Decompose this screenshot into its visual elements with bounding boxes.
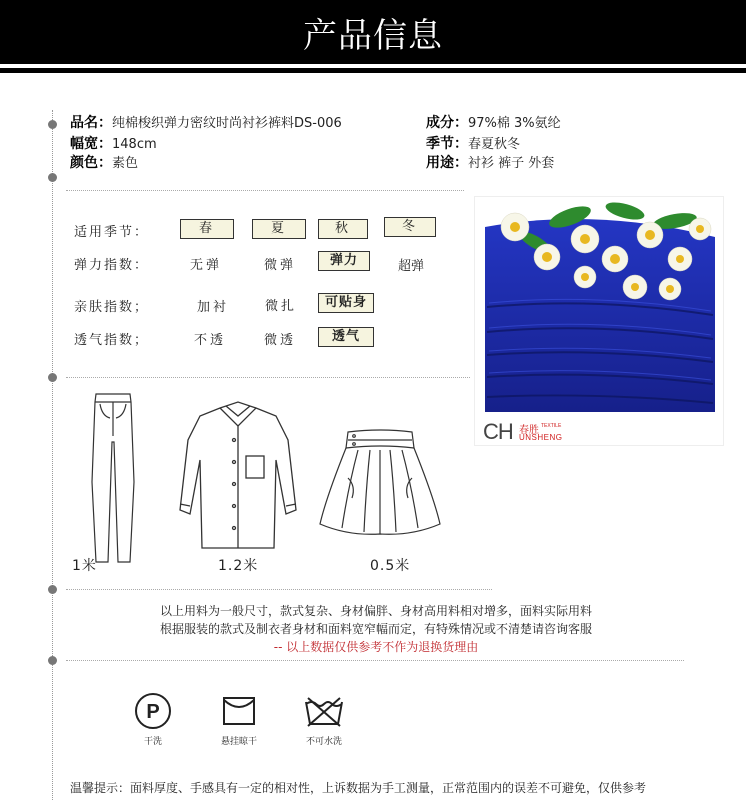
svg-text:P: P: [146, 701, 160, 723]
elasticity-option-super: 超弹: [397, 259, 424, 274]
season-option-winter: 冬: [384, 217, 436, 237]
brand-logo-textile: TEXTILE: [541, 423, 562, 429]
shirt-icon: [176, 400, 300, 550]
product-name-label: 品名: [70, 115, 98, 131]
product-name: 品名：纯棉梭织弹力密纹时尚衬衫裤料DS-006: [70, 115, 342, 131]
no-wash-icon: [304, 696, 344, 728]
brand-logo-main: CH: [483, 419, 513, 444]
breath-label: 透气指数；: [74, 333, 150, 348]
product-usage-label: 用途: [426, 155, 454, 171]
skirt-amount: 0.5米: [370, 558, 411, 574]
elasticity-option-slight: 微弹: [263, 258, 296, 273]
section-divider: [66, 190, 464, 191]
product-color: 颜色：素色: [70, 155, 139, 171]
season-option-summer: 夏: [252, 219, 306, 239]
product-season-value: 春夏秋冬: [468, 137, 521, 152]
product-season-label: 季节: [426, 136, 454, 152]
product-composition-label: 成分: [426, 115, 454, 131]
pants-icon: [90, 392, 136, 564]
product-color-label: 颜色: [70, 155, 98, 171]
product-usage: 用途：衬衫 裤子 外套: [426, 155, 555, 171]
breath-option-none: 不透: [193, 333, 226, 348]
season-option-spring: 春: [180, 219, 234, 239]
timeline-dot: [48, 173, 57, 182]
usage-note-line1: 以上用料为一般尺寸，款式复杂、身材偏胖、身材高用料相对增多，面料实际用料: [159, 604, 592, 618]
skin-option-wearable: 可贴身: [318, 293, 374, 313]
timeline-dot: [48, 656, 57, 665]
section-divider: [66, 377, 470, 378]
product-width-label: 幅宽: [70, 136, 98, 152]
fabric-illustration: [475, 197, 724, 446]
season-option-autumn: 秋: [318, 219, 368, 239]
hang-dry-icon: [222, 696, 256, 726]
breath-option-breathable: 透气: [318, 327, 374, 347]
usage-note-line2: 根据服装的款式及制衣者身材和面料宽窄幅而定，有特殊情况或不清楚请咨询客服: [159, 622, 592, 636]
fabric-photo: [474, 196, 724, 446]
hang-dry-label: 悬挂晾干: [220, 737, 257, 747]
elasticity-option-none: 无弹: [189, 258, 222, 273]
brand-logo: [483, 419, 563, 445]
product-season: 季节：春夏秋冬: [426, 136, 521, 152]
timeline-dot: [48, 120, 57, 129]
elasticity-option-elastic: 弹力: [318, 251, 370, 271]
no-wash-label: 不可水洗: [305, 737, 342, 747]
brand-logo-sub: UNSHENG: [519, 433, 563, 442]
skin-option-lined: 加衬: [196, 300, 229, 315]
dry-clean-p-icon: [134, 692, 172, 730]
elasticity-label: 弹力指数：: [74, 258, 150, 273]
page-title: 产品信息: [303, 16, 443, 56]
section-divider: [66, 589, 492, 590]
timeline-line: [52, 110, 53, 800]
header-bar: [0, 0, 746, 64]
pants-amount: 1米: [72, 558, 97, 574]
skin-option-slight-itch: 微扎: [264, 299, 297, 314]
timeline-dot: [48, 373, 57, 382]
product-width-value: 148cm: [112, 137, 157, 152]
product-name-value: 纯棉梭织弹力密纹时尚衬衫裤料DS-006: [112, 116, 342, 131]
season-label: 适用季节：: [74, 225, 150, 240]
section-divider: [66, 660, 684, 661]
shirt-amount: 1.2米: [218, 558, 259, 574]
timeline-dot: [48, 585, 57, 594]
product-color-value: 素色: [112, 156, 139, 171]
footer-tip: 温馨提示：面料厚度、手感具有一定的相对性，上诉数据为手工测量，正常范围内的误差不可避免，仅供参考: [70, 781, 647, 795]
skin-label: 亲肤指数；: [74, 300, 150, 315]
brand-logo-cn: 春胜: [519, 425, 539, 436]
breath-option-slight: 微透: [263, 333, 296, 348]
header-underline: [0, 68, 746, 73]
skirt-icon: [318, 428, 442, 538]
product-width: 幅宽：148cm: [70, 136, 157, 152]
usage-warning: -- 以上数据仅供参考不作为退换货理由: [273, 640, 479, 654]
product-usage-value: 衬衫 裤子 外套: [468, 156, 555, 171]
dry-clean-label: 干洗: [143, 737, 162, 747]
product-composition: 成分：97%棉 3%氨纶: [426, 115, 561, 131]
product-composition-value: 97%棉 3%氨纶: [468, 116, 561, 131]
